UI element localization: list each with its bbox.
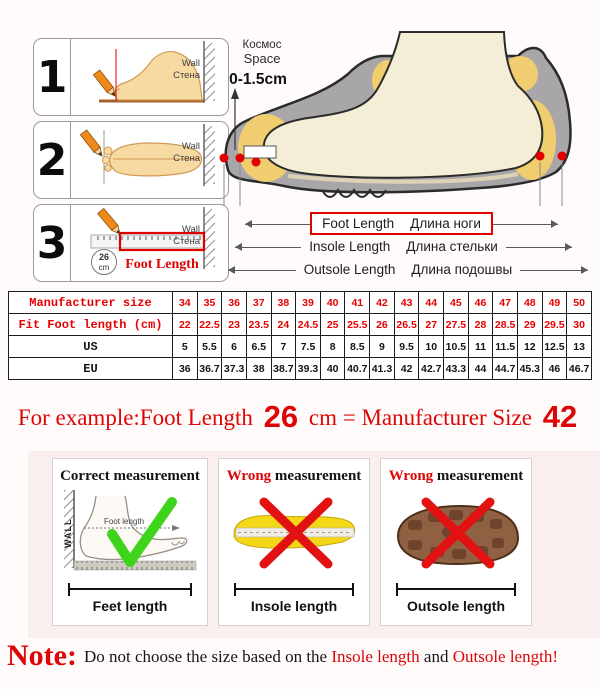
foot-length-small-label: Foot length xyxy=(103,517,145,526)
note-label: Note: xyxy=(7,639,77,672)
insole-illustration xyxy=(224,486,364,582)
size-table-cell: 9 xyxy=(370,336,395,358)
example-prefix: For example:Foot Length xyxy=(17,405,253,430)
measurement-label-outsole-length xyxy=(296,260,520,279)
arrow-up-icon xyxy=(231,88,239,99)
note-line xyxy=(7,639,600,673)
measurement-label-insole-length xyxy=(301,237,506,256)
toe-space-marker xyxy=(244,146,276,158)
measurement-label-en: Outsole Length xyxy=(303,262,396,277)
size-table-cell: 38 xyxy=(246,358,271,380)
size-table-cell: 41 xyxy=(345,292,370,314)
shoe-measurement-rows xyxy=(218,212,598,281)
measure-dot xyxy=(236,154,245,163)
measure-dot xyxy=(220,154,229,163)
size-table-cell: 28.5 xyxy=(493,314,518,336)
size-table-cell: 40 xyxy=(320,292,345,314)
guide-title xyxy=(381,468,531,485)
size-table-cell: 25 xyxy=(320,314,345,336)
measure-dot xyxy=(558,152,567,161)
foot-top-measure-illustration xyxy=(71,122,225,196)
size-table-cell: 45.3 xyxy=(517,358,542,380)
size-table-cell: 23.5 xyxy=(246,314,271,336)
size-table-row-label: EU xyxy=(9,358,173,380)
size-table-cell: 24 xyxy=(271,314,296,336)
size-table-cell: 34 xyxy=(173,292,198,314)
wall-hatch xyxy=(204,43,215,101)
measurement-label-foot-length xyxy=(310,212,493,235)
size-table-cell: 36 xyxy=(173,358,198,380)
measurement-guides-section xyxy=(28,451,600,638)
step-number: 3 xyxy=(34,205,71,281)
measurement-label-ru: Длина ноги xyxy=(410,216,481,231)
size-table-cell: 48 xyxy=(517,292,542,314)
size-table-cell: 44 xyxy=(419,292,444,314)
size-table-cell: 45 xyxy=(444,292,469,314)
size-table-cell: 13 xyxy=(567,336,592,358)
space-label-ru: Космос xyxy=(242,39,282,51)
size-table-row-label: US xyxy=(9,336,173,358)
guide-title-emphasis: Correct xyxy=(60,468,110,484)
size-table-cell: 10.5 xyxy=(444,336,469,358)
size-table-cell: 49 xyxy=(542,292,567,314)
wall-hatch xyxy=(204,126,215,184)
size-table-cell: 12 xyxy=(517,336,542,358)
size-table-cell: 39 xyxy=(296,292,321,314)
length-bracket xyxy=(396,583,516,596)
step-panel-2 xyxy=(33,121,229,199)
guide-title-rest: measurement xyxy=(433,468,524,484)
size-table-cell: 25.5 xyxy=(345,314,370,336)
size-table-cell: 42.7 xyxy=(419,358,444,380)
size-table-cell: 12.5 xyxy=(542,336,567,358)
size-table-cell: 11.5 xyxy=(493,336,518,358)
example-connector: cm = Manufacturer Size xyxy=(308,405,532,430)
size-table-cell: 29.5 xyxy=(542,314,567,336)
size-table-row xyxy=(9,336,592,358)
measuring-steps xyxy=(33,38,229,287)
size-table-cell: 35 xyxy=(197,292,222,314)
size-table-cell: 43.3 xyxy=(444,358,469,380)
size-table-cell: 41.3 xyxy=(370,358,395,380)
size-table-row xyxy=(9,292,592,314)
size-table-cell: 42 xyxy=(370,292,395,314)
size-table-cell: 46.7 xyxy=(567,358,592,380)
size-table-row-label: Fit Foot length (cm) xyxy=(9,314,173,336)
size-table-cell: 28 xyxy=(468,314,493,336)
size-table-cell: 44 xyxy=(468,358,493,380)
guide-title-rest: measurement xyxy=(109,468,200,484)
size-table-cell: 26.5 xyxy=(394,314,419,336)
size-table-cell: 22 xyxy=(173,314,198,336)
size-table-cell: 5 xyxy=(173,336,198,358)
measure-dot xyxy=(252,158,261,167)
guide-title-emphasis: Wrong xyxy=(226,468,272,484)
example-foot-length-value: 26 xyxy=(263,399,299,434)
foot-side-measure-illustration xyxy=(71,39,225,113)
size-table-cell: 29 xyxy=(517,314,542,336)
foot-length-label: Foot Length xyxy=(125,257,199,272)
guide-panel-correct xyxy=(52,458,208,626)
arrow-right-icon xyxy=(172,525,180,531)
step-panel-1 xyxy=(33,38,229,116)
note-text: Do not choose the size based on the xyxy=(83,647,332,666)
size-table-cell: 50 xyxy=(567,292,592,314)
size-table-cell: 36 xyxy=(222,292,247,314)
size-table-cell: 44.7 xyxy=(493,358,518,380)
size-table-cell: 11 xyxy=(468,336,493,358)
size-table-cell: 39.3 xyxy=(296,358,321,380)
size-table-cell: 36.7 xyxy=(197,358,222,380)
size-table-cell: 37 xyxy=(246,292,271,314)
length-bracket xyxy=(68,583,192,596)
step-number: 1 xyxy=(34,39,71,115)
measurement-label-en: Insole Length xyxy=(309,239,391,254)
wall-label: WALL xyxy=(63,518,73,548)
wall-label-en: Wall xyxy=(181,224,200,235)
guide-title-rest: measurement xyxy=(271,468,362,484)
wall-label-ru: Стена xyxy=(173,236,200,247)
size-table-row xyxy=(9,314,592,336)
size-table-cell: 40 xyxy=(320,358,345,380)
size-table-cell: 30 xyxy=(567,314,592,336)
pencil-icon xyxy=(98,208,123,236)
size-table-cell: 8 xyxy=(320,336,345,358)
guide-caption: Insole length xyxy=(250,598,338,614)
guide-panel-wrong-outsole xyxy=(380,458,532,626)
measurement-row-insole-length xyxy=(235,235,572,258)
length-bracket xyxy=(234,583,354,596)
size-table-cell: 37.3 xyxy=(222,358,247,380)
size-table-cell: 46 xyxy=(542,358,567,380)
measurement-row-foot-length xyxy=(245,212,558,235)
size-table-cell: 47 xyxy=(493,292,518,314)
step-number: 2 xyxy=(34,122,71,198)
step-panel-3 xyxy=(33,204,229,282)
space-label-en: Space xyxy=(243,51,281,66)
outsole-illustration xyxy=(386,486,526,582)
size-table xyxy=(8,291,592,380)
size-table-cell: 38.7 xyxy=(271,358,296,380)
size-table-cell: 42 xyxy=(394,358,419,380)
size-table-cell: 6 xyxy=(222,336,247,358)
wall-hatch xyxy=(204,209,215,267)
size-table-cell: 46 xyxy=(468,292,493,314)
measurement-label-ru: Длина подошвы xyxy=(411,262,513,277)
size-table-cell: 27 xyxy=(419,314,444,336)
size-table-cell: 7 xyxy=(271,336,296,358)
pencil-icon xyxy=(80,130,105,159)
size-table-row-label: Manufacturer size xyxy=(9,292,173,314)
example-size-value: 42 xyxy=(542,399,578,434)
size-table-body xyxy=(9,292,592,380)
size-table-cell: 27.5 xyxy=(444,314,469,336)
size-table-row xyxy=(9,358,592,380)
note-emphasis-insole: Insole length xyxy=(331,647,420,666)
pencil-icon xyxy=(93,70,118,99)
guide-title xyxy=(219,468,369,485)
size-table-cell: 40.7 xyxy=(345,358,370,380)
measurement-label-ru: Длина стельки xyxy=(406,239,498,254)
size-table-cell: 23 xyxy=(222,314,247,336)
guide-title xyxy=(53,468,207,485)
size-example-line xyxy=(0,399,600,435)
size-table-cell: 6.5 xyxy=(246,336,271,358)
guide-panel-wrong-insole xyxy=(218,458,370,626)
measured-unit: cm xyxy=(98,263,110,272)
note-text: and xyxy=(419,647,453,666)
size-table-cell: 43 xyxy=(394,292,419,314)
measured-value: 26 xyxy=(98,252,110,262)
wall-label-ru: Стена xyxy=(173,70,200,81)
guide-caption: Outsole length xyxy=(407,598,505,614)
ruler-measure-illustration xyxy=(71,205,225,279)
size-table-cell: 8.5 xyxy=(345,336,370,358)
note-emphasis-outsole: Outsole length! xyxy=(452,647,558,666)
size-table-cell: 7.5 xyxy=(296,336,321,358)
guide-caption: Feet length xyxy=(92,598,168,614)
size-table-cell: 5.5 xyxy=(197,336,222,358)
size-table-cell: 26 xyxy=(370,314,395,336)
wall-label-ru: Стена xyxy=(173,153,200,164)
measure-dot xyxy=(536,152,545,161)
size-table-cell: 10 xyxy=(419,336,444,358)
wall-label-en: Wall xyxy=(181,58,200,69)
guide-title-emphasis: Wrong xyxy=(388,468,434,484)
measurement-row-outsole-length xyxy=(228,258,588,281)
size-table-cell: 38 xyxy=(271,292,296,314)
correct-measurement-illustration xyxy=(60,486,200,582)
shoe-cross-section-diagram xyxy=(218,30,598,281)
measurement-label-en: Foot Length xyxy=(322,216,395,231)
size-table-cell: 24.5 xyxy=(296,314,321,336)
shoe-cross-section-illustration xyxy=(218,30,598,208)
wall-label-en: Wall xyxy=(181,141,200,152)
size-table-cell: 22.5 xyxy=(197,314,222,336)
space-range-value: 0-1.5cm xyxy=(229,71,287,88)
size-table-cell: 9.5 xyxy=(394,336,419,358)
